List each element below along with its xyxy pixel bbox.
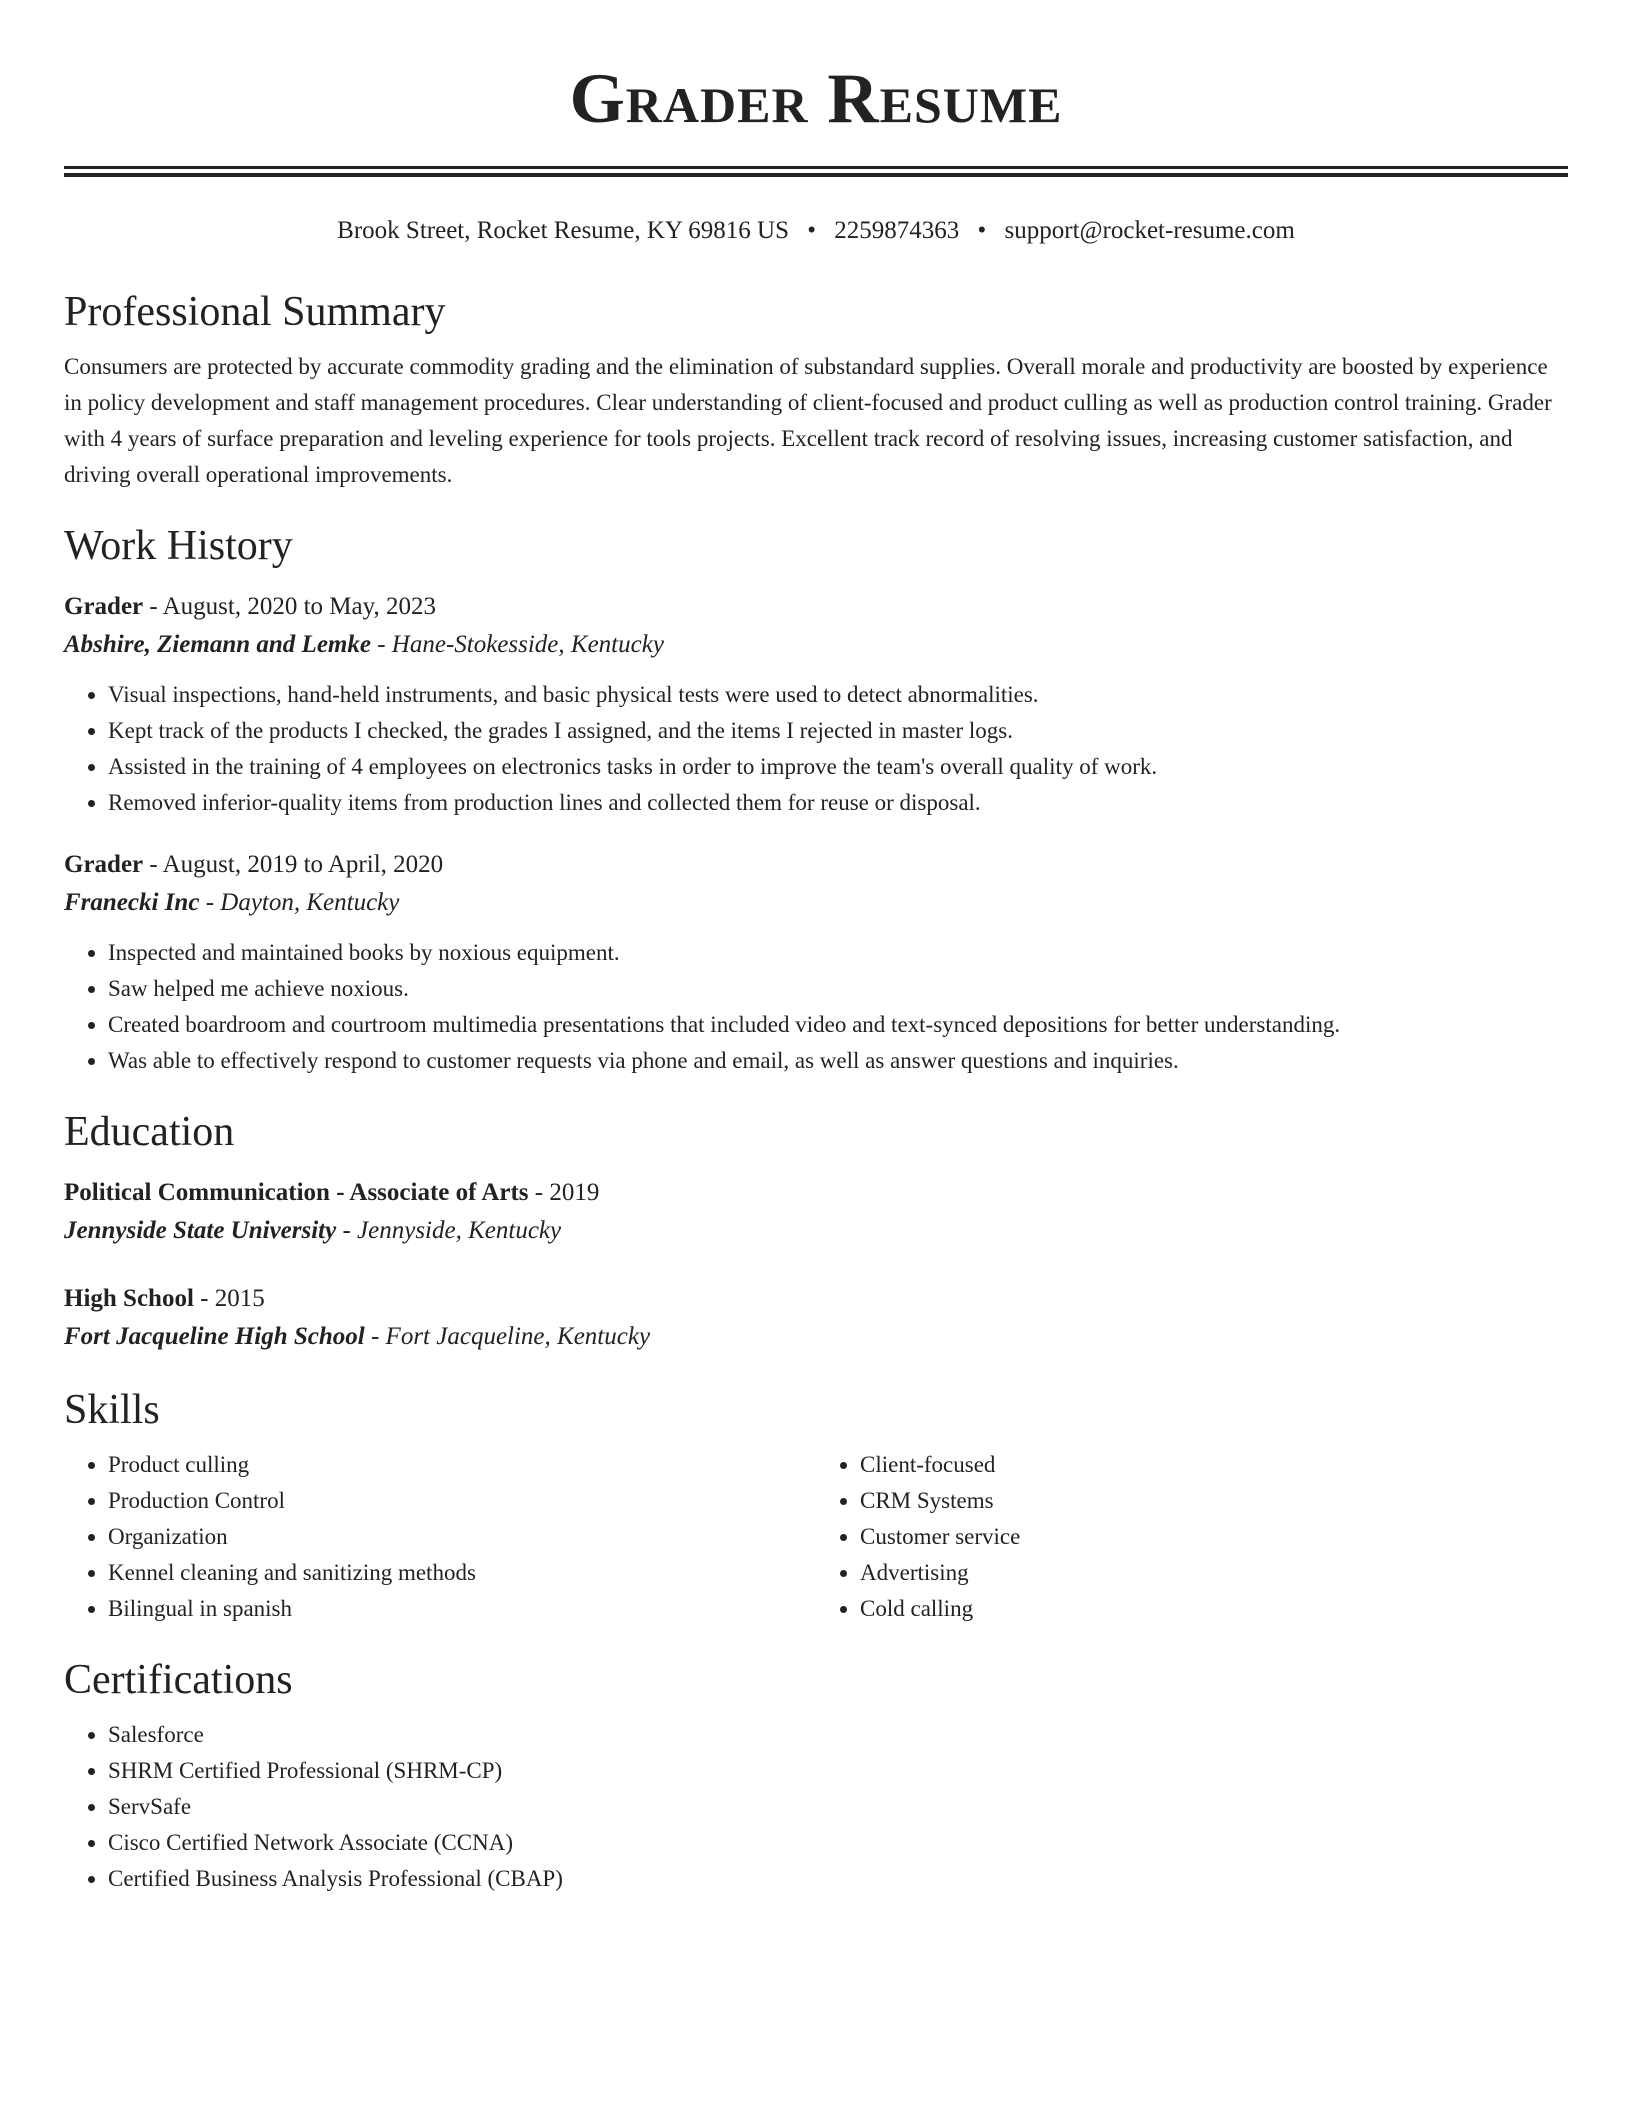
job-company-line — [64, 883, 1568, 923]
education-location: - Jennyside, Kentucky — [336, 1217, 562, 1244]
education-school: Jennyside State University — [64, 1217, 337, 1244]
education-degree: High School — [64, 1285, 194, 1312]
job-entry — [64, 847, 1568, 1079]
job-title-line — [64, 847, 1568, 883]
contact-phone: 2259874363 — [834, 217, 960, 244]
certifications-list — [64, 1717, 1568, 1897]
job-company: Abshire, Ziemann and Lemke — [64, 631, 371, 658]
certification-item: • Cisco Certified Network Associate (CCNA) — [108, 1825, 1568, 1861]
certification-item: • SHRM Certified Professional (SHRM-CP) — [108, 1753, 1568, 1789]
education-heading: Education — [64, 1109, 235, 1155]
education-school-line — [64, 1317, 1568, 1357]
job-dates: - August, 2019 to April, 2020 — [143, 851, 444, 878]
education-entry — [64, 1175, 1568, 1251]
summary-text: Consumers are protected by accurate commodity grading and the elimination of substandard supplies. Overall morale and productivity are boosted by experience in policy development and staff management procedures. Clear understanding of client-focused and product culling as well as production control training. Grader with 4 years of surface preparation and leveling experience for tools projects. Excellent track record of resolving issues, increasing customer satisfaction, and driving overall operational improvements. — [64, 354, 1552, 487]
skills-heading: Skills — [64, 1387, 160, 1433]
job-bullet: • Visual inspections, hand-held instruments, and basic physical tests were used to detect abnormalities. — [108, 677, 1568, 713]
job-title: Grader — [64, 593, 144, 620]
skills-list — [64, 1447, 1568, 1627]
skill-item: • CRM Systems — [860, 1483, 1568, 1519]
education-entry — [64, 1281, 1568, 1357]
skill-item: • Production Control — [108, 1483, 816, 1519]
title-divider — [64, 166, 1568, 177]
job-bullets — [64, 677, 1568, 821]
job-location: - Dayton, Kentucky — [199, 889, 400, 916]
education-location: - Fort Jacqueline, Kentucky — [364, 1323, 651, 1350]
education-degree: Political Communication - Associate of Arts — [64, 1179, 529, 1206]
education-degree-line — [64, 1281, 1568, 1317]
education-school: Fort Jacqueline High School — [64, 1323, 365, 1350]
contact-separator: • — [807, 217, 816, 244]
certification-item: • Salesforce — [108, 1717, 1568, 1753]
skill-item: • Cold calling — [860, 1591, 1568, 1627]
job-title-line — [64, 589, 1568, 625]
job-bullet: • Saw helped me achieve noxious. — [108, 971, 1568, 1007]
skills-column-left — [64, 1447, 816, 1627]
skill-item: • Bilingual in spanish — [108, 1591, 816, 1627]
education-degree-line — [64, 1175, 1568, 1211]
skill-item: • Client-focused — [860, 1447, 1568, 1483]
job-title: Grader — [64, 851, 144, 878]
job-bullet: • Assisted in the training of 4 employees on electronics tasks in order to improve the team's overall quality of work. — [108, 749, 1568, 785]
job-bullet: • Was able to effectively respond to customer requests via phone and email, as well as answer questions and inquiries. — [108, 1043, 1568, 1079]
education-year: - 2019 — [528, 1179, 600, 1206]
work-history-heading: Work History — [64, 523, 293, 569]
skill-item: • Organization — [108, 1519, 816, 1555]
job-dates: - August, 2020 to May, 2023 — [143, 593, 436, 620]
contact-email: support@rocket-resume.com — [1004, 217, 1295, 244]
skill-item: • Customer service — [860, 1519, 1568, 1555]
job-location: - Hane-Stokesside, Kentucky — [370, 631, 664, 658]
job-company: Franecki Inc — [64, 889, 200, 916]
certification-item: • Certified Business Analysis Professional (CBAP) — [108, 1861, 1568, 1897]
skill-item: • Kennel cleaning and sanitizing methods — [108, 1555, 816, 1591]
contact-separator: • — [977, 217, 987, 244]
summary-heading: Professional Summary — [64, 289, 446, 335]
certifications-heading: Certifications — [64, 1657, 293, 1703]
job-bullet: • Removed inferior-quality items from production lines and collected them for reuse or disposal. — [108, 785, 1568, 821]
contact-address: Brook Street, Rocket Resume, KY 69816 US — [337, 217, 789, 244]
education-school-line — [64, 1211, 1568, 1251]
job-bullet: • Created boardroom and courtroom multimedia presentations that included video and text-synced depositions for better understanding. — [108, 1007, 1568, 1043]
education-year: - 2015 — [193, 1285, 265, 1312]
job-entry — [64, 589, 1568, 821]
skills-column-right — [816, 1447, 1568, 1627]
job-bullets — [64, 935, 1568, 1079]
skill-item: • Product culling — [108, 1447, 816, 1483]
job-company-line — [64, 625, 1568, 665]
skill-item: • Advertising — [860, 1555, 1568, 1591]
job-bullet: • Kept track of the products I checked, the grades I assigned, and the items I rejected in master logs. — [108, 713, 1568, 749]
certification-item: • ServSafe — [108, 1789, 1568, 1825]
contact-line — [64, 215, 1568, 247]
job-bullet: • Inspected and maintained books by noxious equipment. — [108, 935, 1568, 971]
resume-title: Grader Resume — [569, 60, 1063, 138]
